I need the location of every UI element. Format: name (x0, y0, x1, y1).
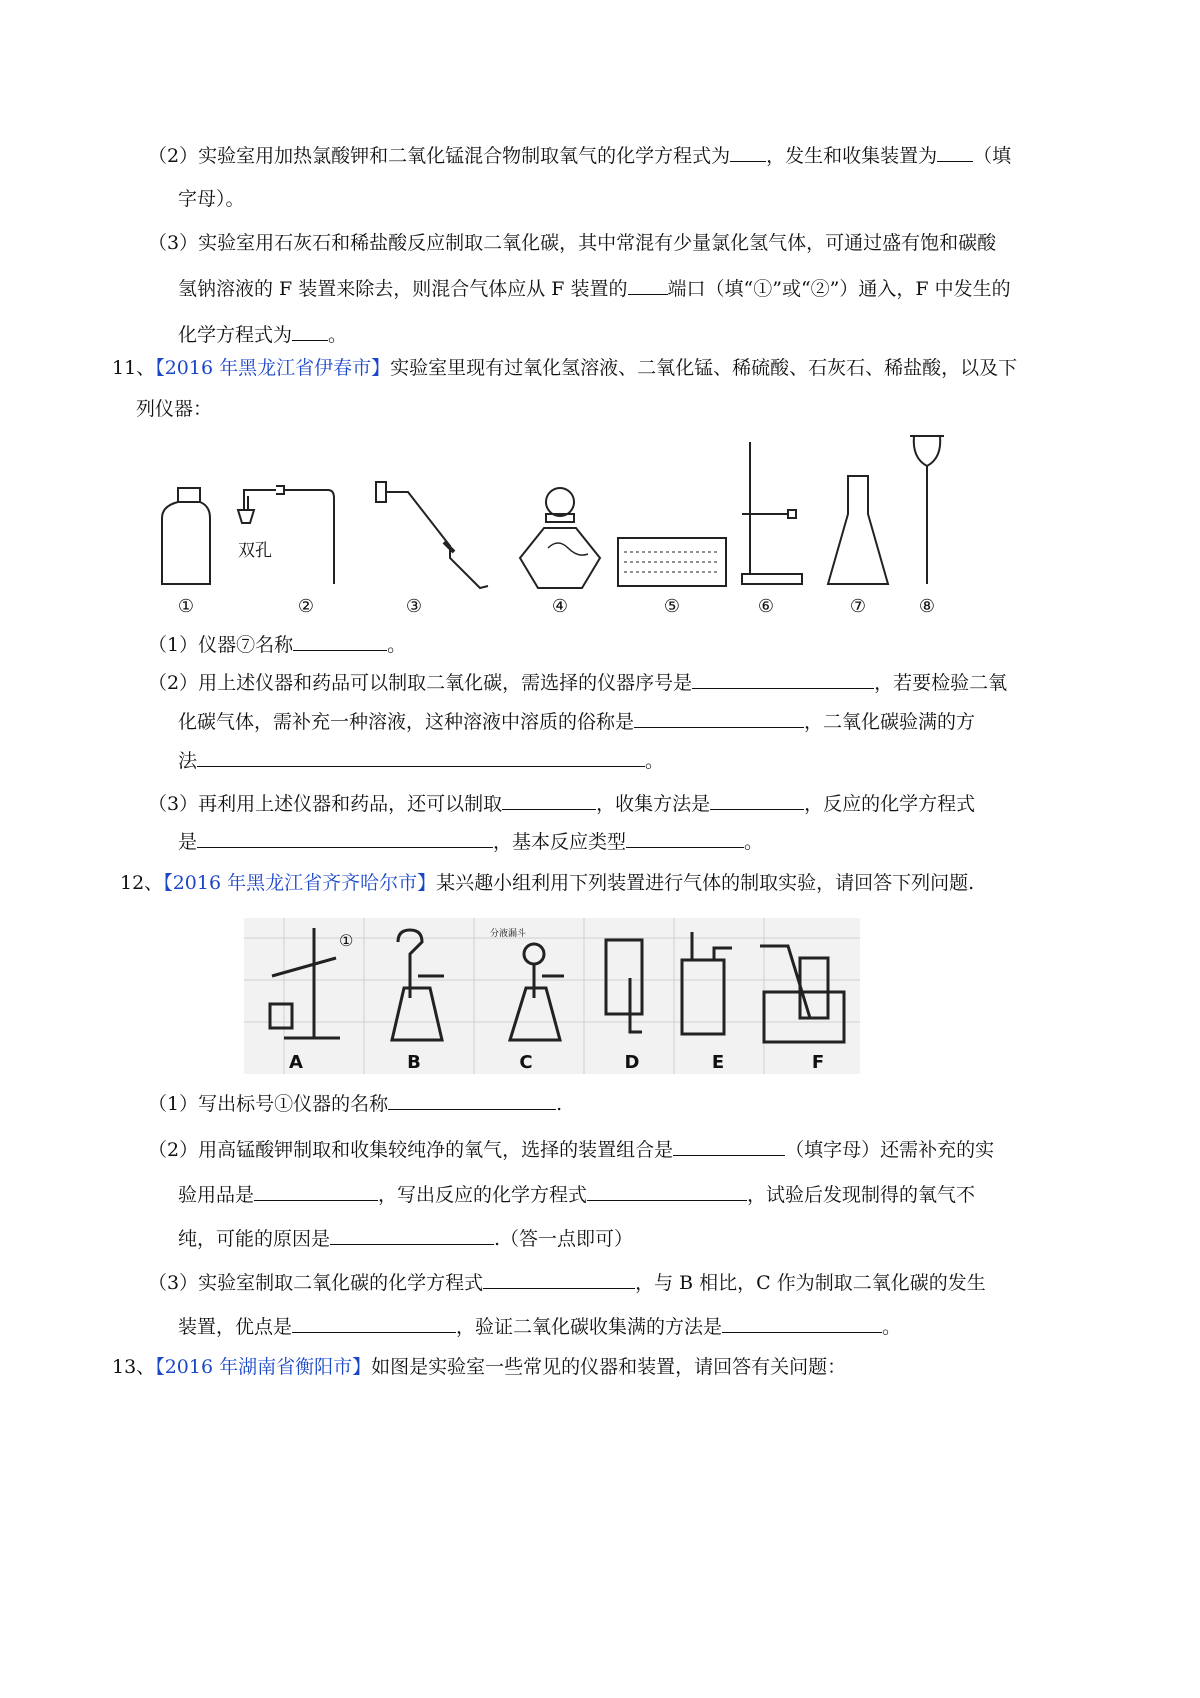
answer-blank[interactable] (692, 670, 874, 689)
answer-blank[interactable] (197, 829, 493, 848)
answer-blank[interactable] (937, 143, 973, 162)
answer-blank[interactable] (587, 1182, 747, 1201)
answer-blank[interactable] (388, 1091, 556, 1110)
answer-blank[interactable] (634, 709, 804, 728)
q11-stem-line2: 列仪器： (136, 398, 213, 420)
q12-part1: （1）写出标号①仪器的名称 . (148, 1093, 563, 1115)
long-neck-funnel-icon (910, 436, 944, 584)
q12-part2-line3: 纯，可能的原因是 .（答一点即可） (178, 1228, 634, 1250)
q11-stem: 11、【2016 年黑龙江省伊春市】实验室里现有过氧化氢溶液、二氧化锰、稀硫酸、石灰石、稀盐酸，以及下 (112, 357, 1018, 379)
label-a: A (289, 1052, 303, 1073)
answer-blank[interactable] (330, 1226, 494, 1245)
question-source: 【2016 年湖南省衡阳市】 (155, 1356, 372, 1378)
question-number: 13、 (112, 1356, 156, 1378)
conical-flask-icon (828, 476, 888, 584)
svg-text:双孔: 双孔 (238, 541, 272, 561)
q12-part3-line1: （3）实验室制取二氧化碳的化学方程式 ，与 B 相比，C 作为制取二氧化碳的发生 (148, 1272, 986, 1294)
label-1: ① (177, 596, 195, 617)
iron-stand-icon (742, 442, 802, 584)
q12-part2-line2: 验用品是 ，写出反应的化学方程式 ，试验后发现制得的氧气不 (178, 1184, 976, 1206)
answer-blank[interactable] (483, 1270, 635, 1289)
answer-blank[interactable] (197, 748, 645, 767)
q11-part1: （1）仪器⑦名称 。 (148, 634, 407, 656)
q10-part2-line1: （2）实验室用加热氯酸钾和二氧化锰混合物制取氧气的化学方程式为 ，发生和收集装置为 （填 (148, 145, 1012, 167)
q10-part3-line1: （3）实验室用石灰石和稀盐酸反应制取二氧化碳，其中常混有少量氯化氢气体，可通过盛有饱和碳酸 (148, 232, 997, 254)
label-7: ⑦ (849, 596, 867, 617)
answer-blank[interactable] (254, 1182, 378, 1201)
q11-apparatus-figure (148, 428, 1048, 618)
bottle-icon (162, 488, 210, 584)
label-b: B (407, 1052, 421, 1073)
answer-blank[interactable] (673, 1137, 785, 1156)
question-source: 【2016 年黑龙江省伊春市】 (155, 357, 391, 379)
label-6: ⑥ (757, 596, 775, 617)
answer-blank[interactable] (292, 1314, 456, 1333)
answer-blank[interactable] (502, 791, 596, 810)
label-5: ⑤ (663, 596, 681, 617)
two-hole-stopper-icon (238, 486, 334, 584)
answer-blank[interactable] (628, 276, 668, 295)
q12-apparatus-figure (244, 918, 860, 1074)
label-d: D (624, 1052, 640, 1073)
label-c: C (519, 1052, 533, 1073)
label-3: ③ (405, 596, 423, 617)
answer-blank[interactable] (293, 632, 387, 651)
q12-part3-line2: 装置，优点是 ，验证二氧化碳收集满的方法是 。 (178, 1316, 902, 1338)
q13-stem: 13、【2016 年湖南省衡阳市】如图是实验室一些常见的仪器和装置，请回答有关问题： (112, 1356, 847, 1378)
q11-part2-line1: （2）用上述仪器和药品可以制取二氧化碳，需选择的仪器序号是 ，若要检验二氧 (148, 672, 1008, 694)
answer-blank[interactable] (626, 829, 744, 848)
label-f: F (811, 1052, 825, 1073)
svg-text:分液漏斗: 分液漏斗 (490, 929, 527, 939)
alcohol-lamp-icon (520, 488, 600, 588)
label-2: ② (297, 596, 315, 617)
question-source: 【2016 年黑龙江省齐齐哈尔市】 (163, 872, 437, 894)
q11-part3-line1: （3）再利用上述仪器和药品，还可以制取 ，收集方法是 ，反应的化学方程式 (148, 793, 976, 815)
answer-blank[interactable] (722, 1314, 882, 1333)
marker-1: ① (339, 931, 354, 950)
q10-part3-line3: 化学方程式为 。 (178, 324, 348, 346)
question-number: 12、 (120, 872, 164, 894)
answer-blank[interactable] (730, 143, 766, 162)
q10-part3-line2: 氢钠溶液的 F 装置来除去，则混合气体应从 F 装置的 端口（填“①”或“②”）通入，F 中发生的 (178, 278, 1011, 300)
q11-part2-line3: 法 。 (178, 750, 665, 772)
q11-part2-line2: 化碳气体，需补充一种溶液，这种溶液中溶质的俗称是 ，二氧化碳验满的方 (178, 711, 976, 733)
q10-part2-line2: 字母）。 (178, 188, 245, 210)
q12-part2-line1: （2）用高锰酸钾制取和收集较纯净的氧气，选择的装置组合是 （填字母）还需补充的实 (148, 1139, 995, 1161)
question-number: 11、 (112, 357, 156, 379)
label-e: E (711, 1052, 725, 1073)
q12-stem: 12、【2016 年黑龙江省齐齐哈尔市】某兴趣小组利用下列装置进行气体的制取实验，请回答下列问题. (120, 872, 975, 894)
answer-blank[interactable] (292, 322, 328, 341)
q11-part3-line2: 是 ，基本反应类型 。 (178, 831, 764, 853)
answer-blank[interactable] (710, 791, 804, 810)
bent-tube-icon (376, 482, 488, 588)
label-4: ④ (551, 596, 569, 617)
label-8: ⑧ (918, 596, 936, 617)
water-trough-icon (618, 538, 726, 586)
